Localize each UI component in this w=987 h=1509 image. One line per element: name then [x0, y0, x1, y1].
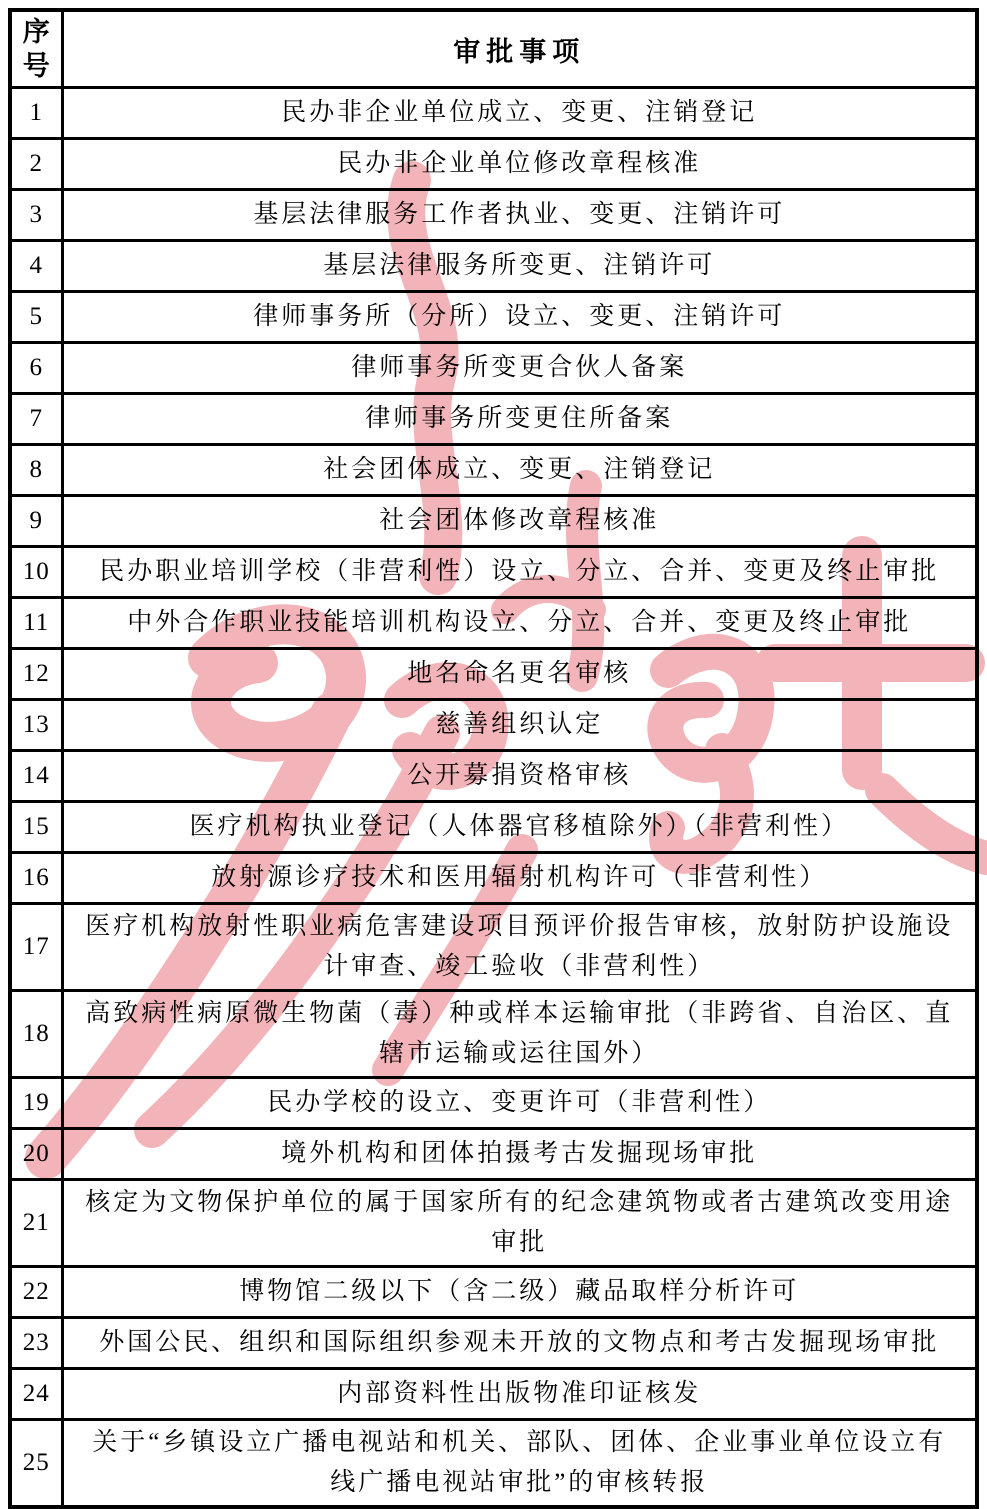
row-approval-item: 律师事务所（分所）设立、变更、注销许可: [62, 292, 977, 343]
table-row: [10, 802, 977, 853]
row-serial-number: 19: [10, 1078, 62, 1129]
table-row: [10, 139, 977, 190]
row-approval-item: 民办职业培训学校（非营利性）设立、分立、合并、变更及终止审批: [62, 547, 977, 598]
row-serial-number: 12: [10, 649, 62, 700]
row-serial-number: 1: [10, 88, 62, 139]
table-row: [10, 991, 977, 1078]
row-approval-item: 境外机构和团体拍摄考古发掘现场审批: [62, 1129, 977, 1180]
row-serial-number: 17: [10, 904, 62, 991]
row-approval-item: 医疗机构执业登记（人体器官移植除外）（非营利性）: [62, 802, 977, 853]
table-row: [10, 649, 977, 700]
row-approval-item: 律师事务所变更住所备案: [62, 394, 977, 445]
row-serial-number: 6: [10, 343, 62, 394]
row-approval-item: 社会团体成立、变更、注销登记: [62, 445, 977, 496]
row-serial-number: 24: [10, 1369, 62, 1420]
row-approval-item: 核定为文物保护单位的属于国家所有的纪念建筑物或者古建筑改变用途审批: [62, 1180, 977, 1267]
row-serial-number: 4: [10, 241, 62, 292]
header-approval-item: 审批事项: [62, 10, 977, 88]
row-serial-number: 10: [10, 547, 62, 598]
row-serial-number: 16: [10, 853, 62, 904]
row-serial-number: 3: [10, 190, 62, 241]
table-row: [10, 394, 977, 445]
row-serial-number: 15: [10, 802, 62, 853]
table-row: [10, 190, 977, 241]
row-approval-item: 基层法律服务所变更、注销许可: [62, 241, 977, 292]
row-approval-item: 外国公民、组织和国际组织参观未开放的文物点和考古发掘现场审批: [62, 1318, 977, 1369]
table-row: [10, 1318, 977, 1369]
row-approval-item: 内部资料性出版物准印证核发: [62, 1369, 977, 1420]
row-approval-item: 中外合作职业技能培训机构设立、分立、合并、变更及终止审批: [62, 598, 977, 649]
row-approval-item: 博物馆二级以下（含二级）藏品取样分析许可: [62, 1267, 977, 1318]
row-approval-item: 慈善组织认定: [62, 700, 977, 751]
row-serial-number: 18: [10, 991, 62, 1078]
table-row: [10, 1267, 977, 1318]
row-approval-item: 基层法律服务工作者执业、变更、注销许可: [62, 190, 977, 241]
row-serial-number: 5: [10, 292, 62, 343]
row-approval-item: 律师事务所变更合伙人备案: [62, 343, 977, 394]
row-approval-item: 地名命名更名审核: [62, 649, 977, 700]
table-row: [10, 496, 977, 547]
row-serial-number: 25: [10, 1420, 62, 1508]
table-row: [10, 853, 977, 904]
table-row: [10, 343, 977, 394]
row-serial-number: 9: [10, 496, 62, 547]
row-serial-number: 21: [10, 1180, 62, 1267]
table-row: [10, 1180, 977, 1267]
row-approval-item: 民办非企业单位修改章程核准: [62, 139, 977, 190]
row-serial-number: 13: [10, 700, 62, 751]
table-header-row: [10, 10, 977, 88]
table-row: [10, 598, 977, 649]
table-row: [10, 1129, 977, 1180]
table-row: [10, 292, 977, 343]
table-row: [10, 547, 977, 598]
row-serial-number: 23: [10, 1318, 62, 1369]
row-serial-number: 14: [10, 751, 62, 802]
table-row: [10, 241, 977, 292]
table-row: [10, 1420, 977, 1508]
table-row: [10, 1369, 977, 1420]
row-approval-item: 社会团体修改章程核准: [62, 496, 977, 547]
table-row: [10, 700, 977, 751]
row-serial-number: 11: [10, 598, 62, 649]
row-serial-number: 7: [10, 394, 62, 445]
row-approval-item: 医疗机构放射性职业病危害建设项目预评价报告审核，放射防护设施设计审查、竣工验收（非营利性）: [62, 904, 977, 991]
approval-items-table: [8, 8, 979, 1509]
row-approval-item: 关于“乡镇设立广播电视站和机关、部队、团体、企业事业单位设立有线广播电视站审批”的审核转报: [62, 1420, 977, 1508]
row-serial-number: 8: [10, 445, 62, 496]
table-row: [10, 1078, 977, 1129]
approval-table-body: [10, 88, 977, 1508]
document-page: [0, 8, 987, 1496]
row-approval-item: 民办学校的设立、变更许可（非营利性）: [62, 1078, 977, 1129]
row-approval-item: 高致病性病原微生物菌（毒）种或样本运输审批（非跨省、自治区、直辖市运输或运往国外）: [62, 991, 977, 1078]
row-approval-item: 放射源诊疗技术和医用辐射机构许可（非营利性）: [62, 853, 977, 904]
header-serial-number: 序号: [10, 10, 62, 88]
row-approval-item: 公开募捐资格审核: [62, 751, 977, 802]
row-serial-number: 22: [10, 1267, 62, 1318]
row-serial-number: 2: [10, 139, 62, 190]
row-serial-number: 20: [10, 1129, 62, 1180]
table-row: [10, 751, 977, 802]
row-approval-item: 民办非企业单位成立、变更、注销登记: [62, 88, 977, 139]
table-row: [10, 904, 977, 991]
table-row: [10, 445, 977, 496]
table-row: [10, 88, 977, 139]
